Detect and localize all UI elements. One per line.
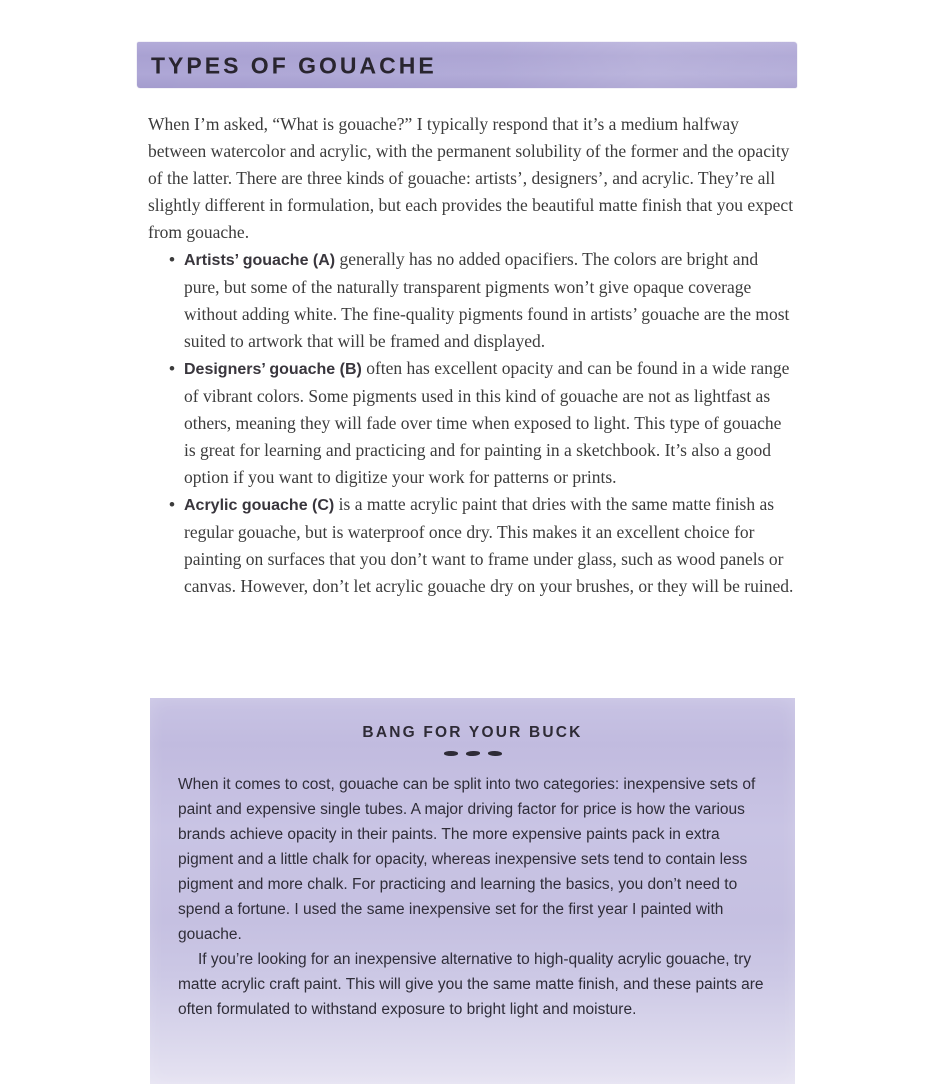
- callout-box: [150, 698, 795, 1084]
- callout-title: BANG FOR YOUR BUCK: [362, 724, 583, 741]
- gouache-types-list: [148, 246, 796, 600]
- bullet-text: generally has no added opacifiers. The colors are bright and pure, but some of the naturally transparent pigments won’t give opaque coverage without adding white. The fine-quality pigments found in artists’ gouache are the most suited to artwork that will be framed and displayed.: [184, 249, 790, 351]
- dash-icon: [444, 751, 458, 756]
- bullet-lead: Acrylic gouache (C): [184, 497, 335, 514]
- dash-icon: [465, 751, 479, 756]
- bullet-lead: Designers’ gouache (B): [184, 361, 362, 378]
- section-header-banner: [137, 42, 797, 88]
- bullet-lead: Artists’ gouache (A): [184, 252, 336, 269]
- bullet-text: is a matte acrylic paint that dries with the same matte finish as regular gouache, but is waterproof once dry. This makes it an excellent choice for painting on surfaces that you don’t want to frame under glass, such as wood panels or canvas. However, don’t let acrylic gouache dry on your brushes, or they will be ruined.: [184, 494, 794, 596]
- callout-paragraph: If you’re looking for an inexpensive alternative to high-quality acrylic gouache, try matte acrylic craft paint. This will give you the same matte finish, and these paints are often formulated to withstand exposure to bright light and moisture.: [178, 950, 764, 1018]
- section-title: TYPES OF GOUACHE: [151, 51, 437, 79]
- list-item-acrylic-gouache: [148, 491, 796, 600]
- dash-icon: [487, 751, 501, 756]
- intro-paragraph: When I’m asked, “What is gouache?” I typically respond that it’s a medium halfway between watercolor and acrylic, with the permanent solubility of the former and the opacity of the latter. There are three kinds of gouache: artists’, designers’, and acrylic. They’re all slightly different in formulation, but each provides the beautiful matte finish that you expect from gouache.: [148, 114, 794, 242]
- list-item-artists-gouache: [148, 246, 796, 355]
- callout-body: [150, 756, 795, 1022]
- callout-paragraph: When it comes to cost, gouache can be split into two categories: inexpensive sets of paint and expensive single tubes. A major driving factor for price is how the various brands achieve opacity in their paints. The more expensive paints pack in extra pigment and a little chalk for opacity, whereas inexpensive sets tend to contain less pigment and more chalk. For practicing and learning the basics, you don’t need to spend a fortune. I used the same inexpensive set for the first year I painted with gouache.: [178, 775, 756, 943]
- list-item-designers-gouache: [148, 355, 796, 491]
- bullet-text: often has excellent opacity and can be found in a wide range of vibrant colors. Some pigments used in this kind of gouache are not as lightfast as others, meaning they will fade over time when exposed to light. This type of gouache is great for learning and practicing and for painting in a sketchbook. It’s also a good option if you want to digitize your work for patterns or prints.: [184, 358, 790, 487]
